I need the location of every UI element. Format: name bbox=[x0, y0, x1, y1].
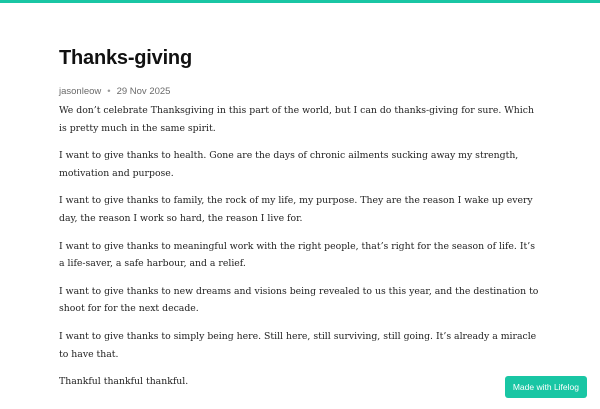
post-date: 29 Nov 2025 bbox=[116, 86, 171, 97]
post-meta bbox=[59, 86, 541, 98]
post-paragraph: Thankful thankful thankful. bbox=[59, 376, 189, 388]
post-paragraph: I want to give thanks to health. Gone are the days of chronic ailments sucking away my strength, motivation and purpose. bbox=[59, 150, 519, 179]
made-with-lifelog-button[interactable]: Made with Lifelog bbox=[505, 376, 587, 398]
post-content bbox=[59, 102, 541, 391]
post-author-link[interactable]: jasonleow bbox=[59, 86, 102, 97]
post-paragraph: I want to give thanks to meaningful work with the right people, that’s right for the season of life. It’s a life-saver, a safe harbour, and a relief. bbox=[59, 240, 535, 270]
top-accent-bar bbox=[0, 0, 600, 3]
post-article bbox=[59, 44, 541, 401]
meta-separator: • bbox=[107, 86, 111, 97]
post-paragraph: I want to give thanks to family, the rock of my life, my purpose. They are the reason I wake up every day, the reason I work so hard, the reason I live for. bbox=[59, 195, 533, 224]
post-title: Thanks-giving bbox=[59, 47, 192, 69]
post-paragraph: I want to give thanks to new dreams and visions being revealed to us this year, and the destination to shoot for for the next decade. bbox=[59, 285, 539, 315]
post-paragraph: I want to give thanks to simply being here. Still here, still surviving, still going. It’s already a miracle to have that. bbox=[59, 330, 537, 360]
post-paragraph: We don’t celebrate Thanksgiving in this part of the world, but I can do thanks-giving for sure. Which is pretty much in the same spirit. bbox=[59, 105, 534, 134]
